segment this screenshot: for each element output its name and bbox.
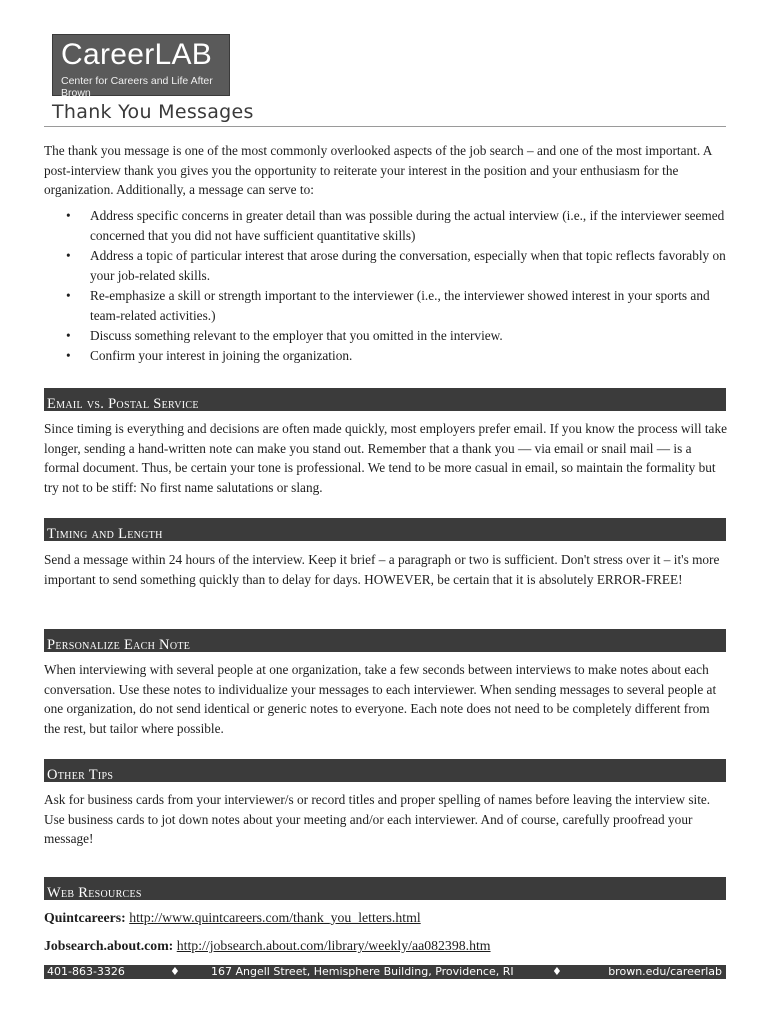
- resource-link-jobsearch[interactable]: http://jobsearch.about.com/library/weekly/aa082398.htm: [176, 938, 491, 953]
- intro-paragraph: The thank you message is one of the most commonly overlooked aspects of the job search – and one of the most important. A post-interview thank you gives you the opportunity to reiterate your interest in the position and your enthusiasm for the organization. Additionally, a message can serve to:: [44, 143, 712, 198]
- section-heading-timing: Timing and Length: [44, 518, 726, 541]
- tips-paragraph: Ask for business cards from your interviewer/s or record titles and proper spelling of names before leaving the interview site. Use business cards to jot down notes about your meeting and/or each interviewer. And of course, carefully proofread your message!: [44, 792, 711, 847]
- logo-name: CareerLAB: [61, 38, 213, 71]
- footer-separator: ♦: [170, 965, 180, 978]
- list-item: • Address specific concerns in greater detail than was possible during the actual interview (i.e., if the interviewer seemed concerned that you did not have sufficient quantitative skills): [66, 208, 725, 243]
- section-heading-email: Email vs. Postal Service: [44, 388, 726, 411]
- section-heading-tips: Other Tips: [44, 759, 726, 782]
- footer-separator: ♦: [552, 965, 562, 978]
- footer-address: 167 Angell Street, Hemisphere Building, Providence, RI: [211, 965, 514, 978]
- resource-jobsearch: [44, 936, 728, 956]
- list-item: • Address a topic of particular interest that arose during the conversation, especially when that topic reflects favorably on your job-related skills.: [66, 247, 726, 283]
- personalize-paragraph: When interviewing with several people at one organization, take a few seconds between interviews to make notes about each conversation. Use these notes to individualize your messages to each interviewer. When sending messages to several people at one organization, do not send identical or generic notes to everyone. Each note does not need to be completely different from the rest, but tailor where possible.: [44, 662, 717, 737]
- section-heading-web: Web Resources: [44, 877, 726, 900]
- list-item: • Confirm your interest in joining the organization.: [66, 347, 353, 363]
- section-heading-personalize: Personalize Each Note: [44, 629, 726, 652]
- list-item: • Discuss something relevant to the employer that you omitted in the interview.: [66, 327, 503, 343]
- footer-phone: 401-863-3326: [47, 965, 125, 978]
- resource-link-quintcareers[interactable]: http://www.quintcareers.com/thank_you_letters.html: [129, 910, 421, 925]
- footer-bar: [44, 965, 726, 979]
- logo-tagline: Center for Careers and Life After Brown: [61, 75, 213, 99]
- resource-label: Jobsearch.about.com:: [44, 938, 174, 953]
- email-paragraph: Since timing is everything and decisions are often made quickly, most employers prefer email. If you know the process will take longer, sending a hand-written note can make you stand out. Remember that a thank you — via email or snail mail — is a formal document. Thus, be certain your tone is professional. We tend to be more casual in email, so maintain the formality but try not to be stiff: No first name salutations or slang.: [44, 421, 728, 496]
- page-title: Thank You Messages: [52, 101, 254, 123]
- resource-quintcareers: [44, 908, 728, 928]
- list-item: • Re-emphasize a skill or strength important to the interviewer (i.e., the interviewer showed interest in your sports and team-related activities.): [66, 287, 710, 323]
- purpose-list: [44, 206, 728, 366]
- title-divider: [44, 126, 726, 127]
- footer-website[interactable]: brown.edu/careerlab: [608, 965, 722, 978]
- careerlab-logo: [52, 34, 230, 99]
- timing-paragraph: Send a message within 24 hours of the interview. Keep it brief – a paragraph or two is sufficient. Don't stress over it – it's more important to send something quickly than to delay for days. HOWEVER, be certain that it is absolutely ERROR-FREE!: [44, 552, 720, 587]
- resource-label: Quintcareers:: [44, 910, 126, 925]
